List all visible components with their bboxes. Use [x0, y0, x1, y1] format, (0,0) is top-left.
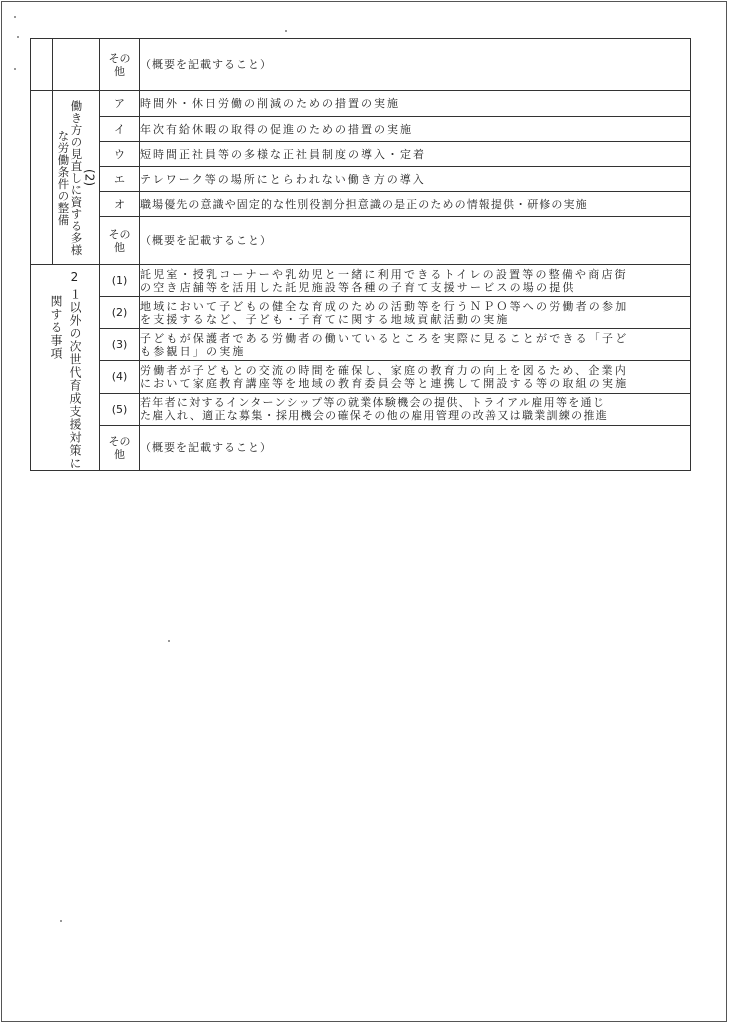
subsection-number: (2) — [82, 169, 97, 186]
table-row — [31, 167, 691, 192]
table-row — [31, 297, 691, 329]
item-text-line2: も参観日」の実施 — [140, 344, 246, 358]
item-text-line1: 託児室・授乳コーナーや乳幼児と一緒に利用できるトイレの設置等の整備や商店街 — [140, 267, 628, 281]
item-text: テレワーク等の場所にとらわれない働き方の導入 — [140, 167, 691, 192]
other-note: （概要を記載すること） — [140, 425, 691, 470]
item-mark: イ — [100, 117, 140, 142]
item-text-line1: 若年者に対するインターンシップ等の就業体験機会の提供、トライアル雇用等を通じ — [140, 396, 606, 410]
table-row — [31, 217, 691, 265]
table-row — [31, 393, 691, 425]
item-mark: ウ — [100, 142, 140, 167]
other-note: （概要を記載すること） — [140, 217, 691, 265]
subsection-title: 働き方の見直しに資する多様な労働条件の整備 — [56, 99, 84, 256]
item-mark: ア — [100, 91, 140, 117]
item-number: (2) — [100, 297, 140, 329]
other-label: その 他 — [100, 217, 140, 265]
item-text: 時間外・休日労働の削減のための措置の実施 — [140, 91, 691, 117]
table-row — [31, 425, 691, 470]
table-row — [31, 192, 691, 217]
item-text — [140, 361, 691, 393]
section-title-line1: １以外の次世代育成支援対策に — [68, 288, 82, 470]
section-heading — [31, 265, 100, 471]
item-mark: エ — [100, 167, 140, 192]
table-row — [31, 117, 691, 142]
item-text — [140, 393, 691, 425]
item-text-line2: を支援するなど、子ども・子育てに関する地域貢献活動の実施 — [140, 312, 510, 326]
table-row — [31, 361, 691, 393]
item-text-line1: 子どもが保護者である労働者の働いているところを実際に見ることができる「子ど — [140, 331, 629, 345]
table-row — [31, 91, 691, 117]
item-text-line1: 労働者が子どもとの交流の時間を確保し、家庭の教育力の向上を図るため、企業内 — [140, 363, 628, 377]
item-number: (4) — [100, 361, 140, 393]
item-text — [140, 329, 691, 361]
item-text-line1: 地域において子どもの健全な育成のための活動等を行うＮＰＯ等への労働者の参加 — [140, 299, 629, 313]
other-label: その 他 — [100, 39, 140, 91]
table-row — [31, 329, 691, 361]
item-number: (3) — [100, 329, 140, 361]
other-label: その 他 — [100, 425, 140, 470]
item-text: 職場優先の意識や固定的な性別役割分担意識の是正のための情報提供・研修の実施 — [140, 192, 691, 217]
item-text-line2: において家庭教育講座等を地域の教育委員会等と連携して開設する等の取組の実施 — [140, 376, 629, 390]
item-text — [140, 265, 691, 297]
other-note: （概要を記載すること） — [140, 39, 691, 91]
table-row — [31, 142, 691, 167]
section-number: 2 — [70, 270, 79, 284]
item-number: (1) — [100, 265, 140, 297]
item-text-line2: の空き店舗等を活用した託児施設等各種の子育て支援サービスの場の提供 — [140, 280, 576, 294]
table-row — [31, 39, 691, 91]
table-row — [31, 265, 691, 297]
item-text-line2: た雇入れ、適正な募集・採用機会の確保その他の雇用管理の改善又は職業訓練の推進 — [140, 409, 609, 423]
section-title-line2: 関する事項 — [49, 295, 63, 360]
subsection-heading — [53, 91, 100, 265]
measures-table — [30, 38, 691, 471]
item-mark: オ — [100, 192, 140, 217]
item-text: 短時間正社員等の多様な正社員制度の導入・定着 — [140, 142, 691, 167]
item-text: 年次有給休暇の取得の促進のための措置の実施 — [140, 117, 691, 142]
item-text — [140, 297, 691, 329]
item-number: (5) — [100, 393, 140, 425]
